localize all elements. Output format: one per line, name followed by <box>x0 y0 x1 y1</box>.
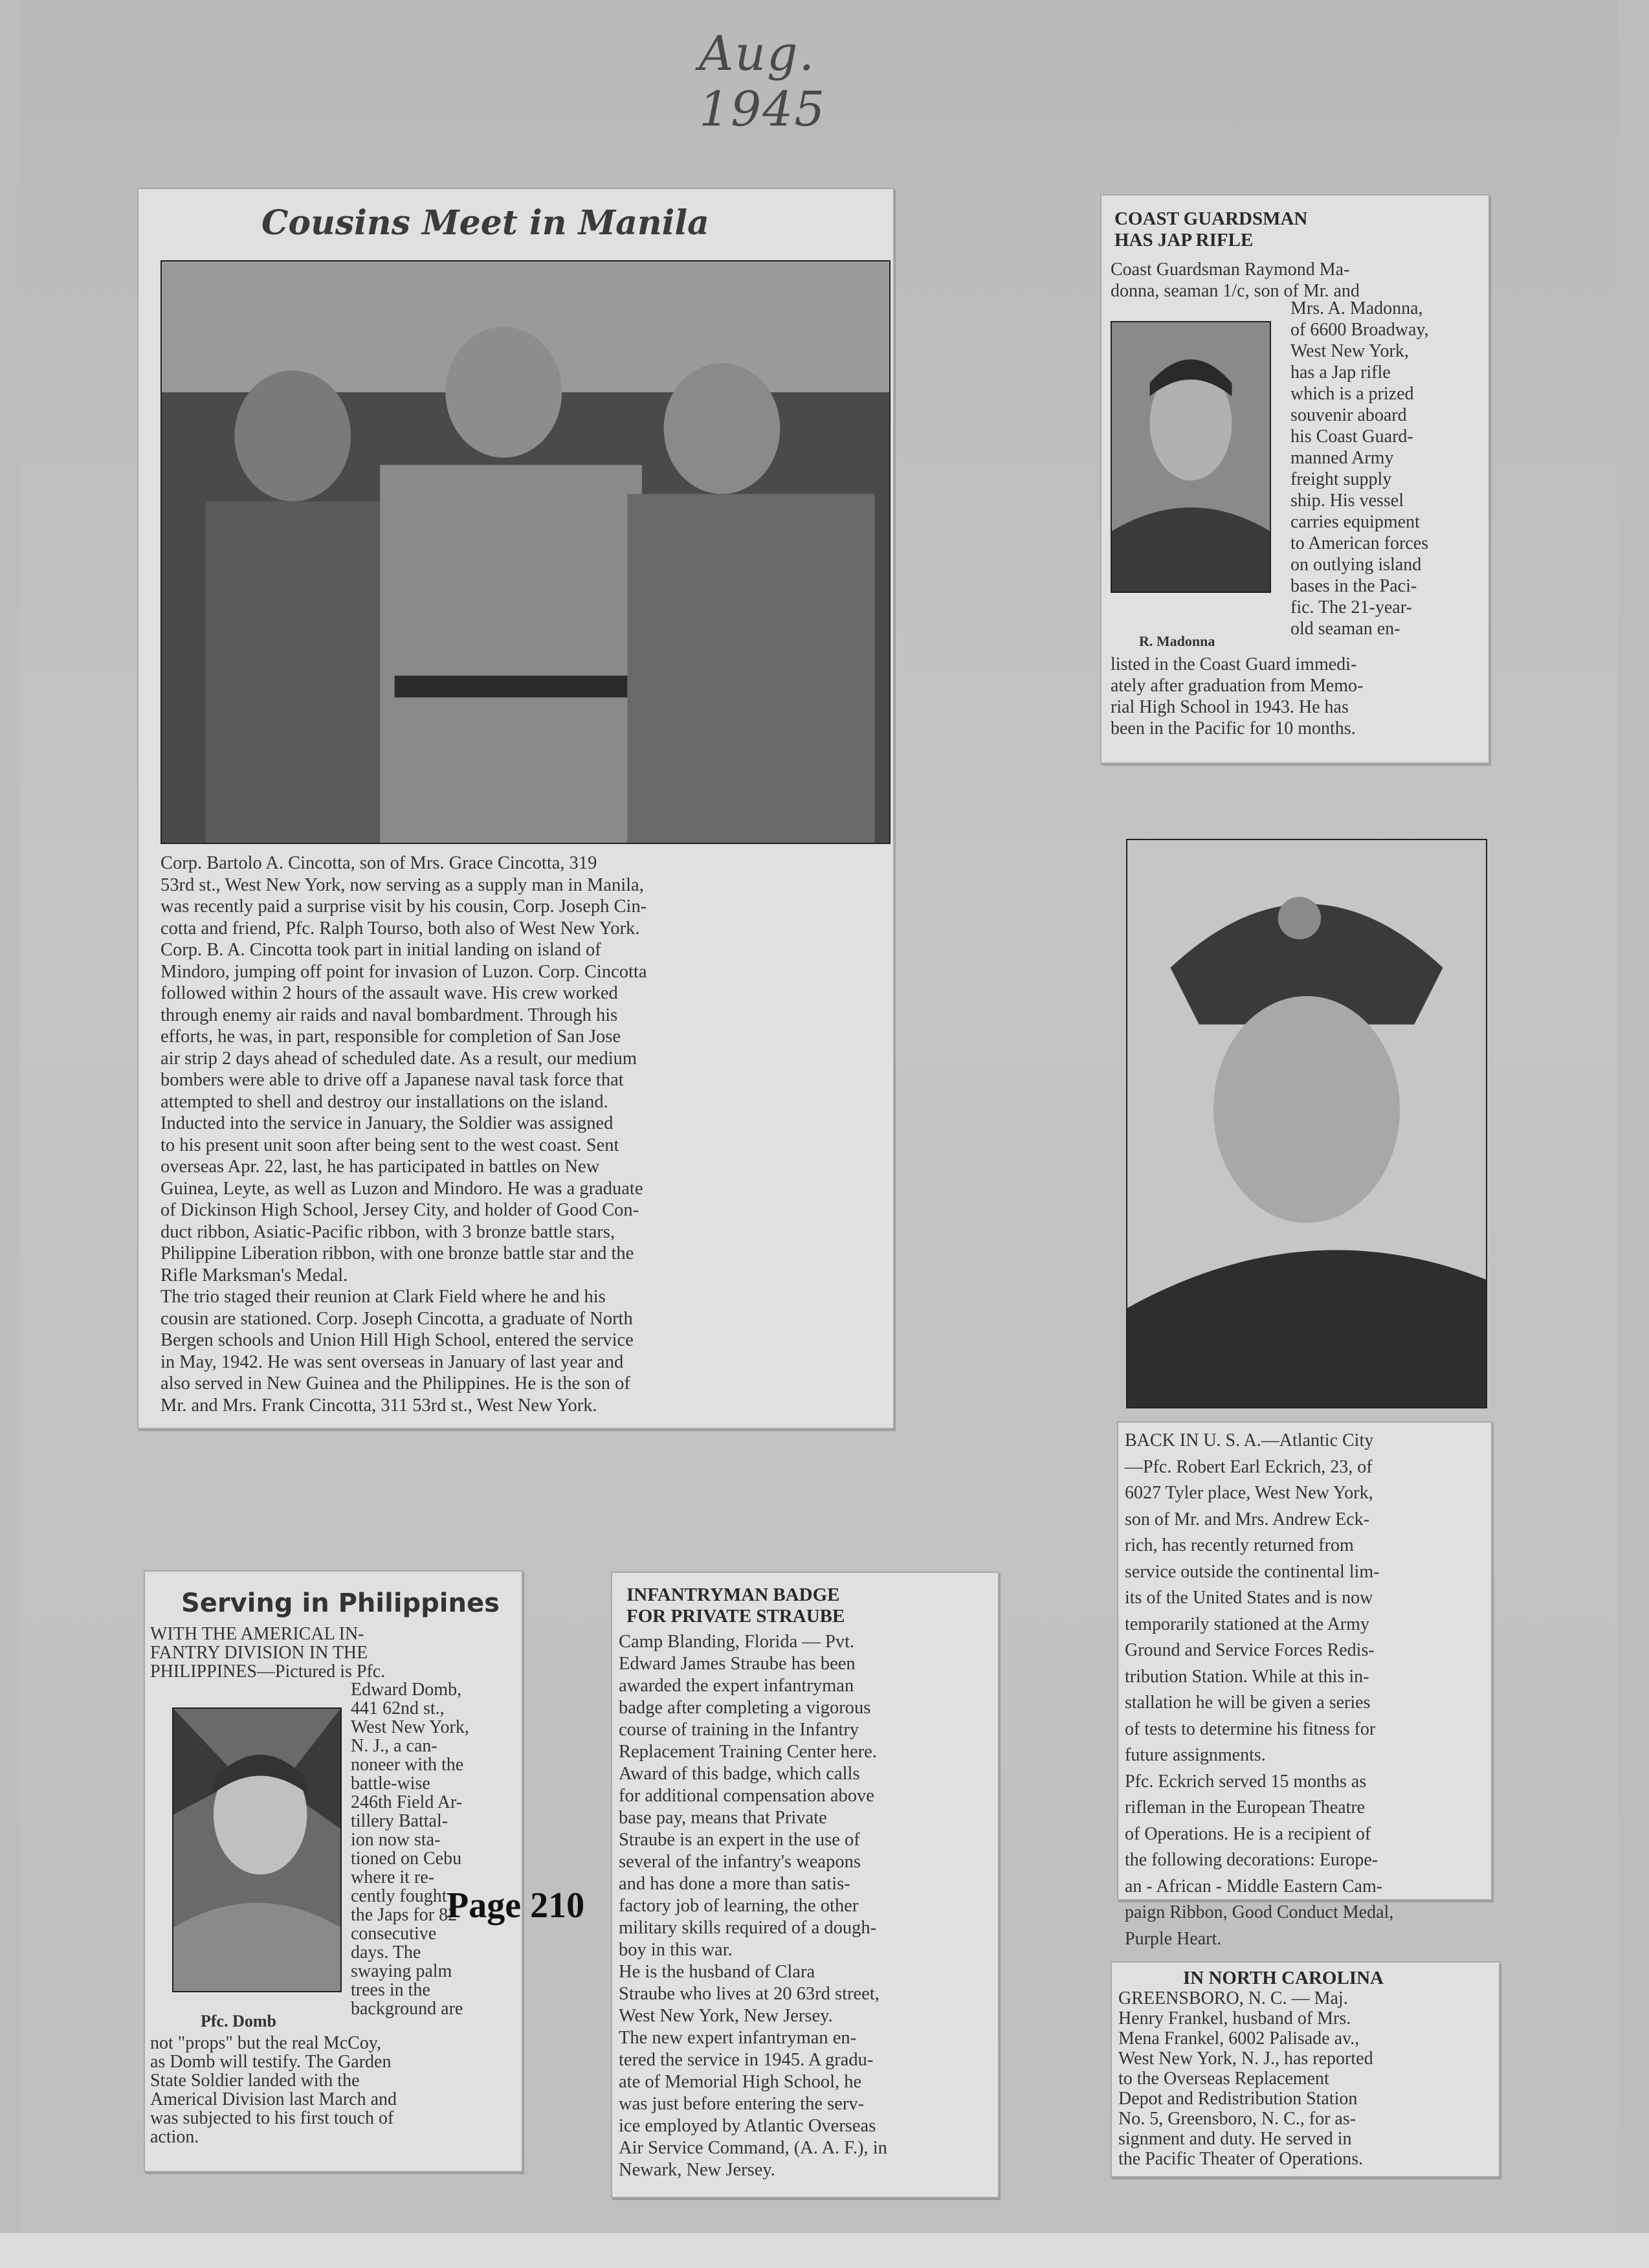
clipping-body: BACK IN U. S. A.—Atlantic City —Pfc. Robert Earl Eckrich, 23, of 6027 Tyler place, West New York, son of Mr. and Mrs. Andrew Eck- rich, has recently returned from service outside the continental lim- its of the United States and is now temporarily stationed at the Army Ground and Service Forces Redis- tribution Station. While at this in- stallation he will be given a series of tests to determine his fitness for future assignments. Pfc. Eckrich served 15 months as rifleman in the European Theatre of Operations. He is a recipient of the following decorations: Europe- an - African - Middle Eastern Cam- paign Ribbon, Good Conduct Medal, Purple Heart. <box>1125 1430 1394 1949</box>
clipping-headline: Cousins Meet in Manila <box>261 203 709 243</box>
handwritten-date: Aug. 1945 <box>699 26 826 137</box>
domb-portrait-photo <box>172 1707 342 1992</box>
clipping-headline: INFANTRYMAN BADGE FOR PRIVATE STRAUBE <box>626 1584 845 1627</box>
clipping-side-text: Mrs. A. Madonna, of 6600 Broadway, West New York, has a Jap rifle which is a prized souvenir aboard his Coast Guard- manned Army freight supply ship. His vessel carries equipment to American forces on outlying island bases in the Paci- fic. The 21-year- old seaman en- <box>1290 298 1429 639</box>
clipping-lead-text: Coast Guardsman Raymond Ma- donna, seaman 1/c, son of Mr. and <box>1111 260 1360 301</box>
photo-three-soldiers <box>162 261 889 843</box>
clipping-body: Camp Blanding, Florida — Pvt. Edward James Straube has been awarded the expert infantryman badge after completing a vigorous course of training in the Infantry Replacement Training Center here. Award of this badge, which calls for additional compensation above base pay, means that Private Straube is an expert in the use of several of the infantry's weapons and has done a more than satis- factory job of learning, the other military skills required of a dough- boy in this war. He is the husband of Clara Straube who lives at 20 63rd street, West New York, New Jersey. The new expert infantryman en- tered the service in 1945. A gradu- ate of Memorial High School, he was just before entering the serv- ice employed by Atlantic Overseas Air Service Command, (A. A. F.), in Newark, New Jersey. <box>619 1632 887 2180</box>
clipping-body: Corp. Bartolo A. Cincotta, son of Mrs. Grace Cincotta, 319 53rd st., West New York, now serving as a supply man in Manila, was recently paid a surprise visit by his cousin, Corp. Joseph Cin- cotta and friend, Pfc. Ralph Tourso, both also of West New York. Corp. B. A. Cincotta took part in initial landing on island of Mindoro, jumping off point for invasion of Luzon. Corp. Cincotta followed within 2 hours of the assault wave. His crew worked through enemy air raids and naval bombardment. Through his efforts, he was, in part, responsible for completion of San Jose air strip 2 days ahead of scheduled date. As a result, our medium bombers were able to drive off a Japanese naval task force that attempted to shell and destroy our installations on the island. Inducted into the service in January, the Soldier was assigned to his present unit soon after being sent to the west coast. Sent overseas Apr. 22, last, he has participated in battles on New Guinea, Leyte, as well as Luzon and Mindoro. He was a graduate of Dickinson High School, Jersey City, and holder of Good Con- duct ribbon, Asiatic-Pacific ribbon, with 3 bronze battle stars, Philippine Liberation ribbon, with one bronze battle star and the Rifle Marksman's Medal. The trio staged their reunion at Clark Field where he and his cousin are stationed. Corp. Joseph Cincotta, a graduate of North Bergen schools and Union Hill High School, entered the service in May, 1942. He was sent overseas in January of last year and also served in New Guinea and the Philippines. He is the son of Mr. and Mrs. Frank Cincotta, 311 53rd st., West New York. <box>160 853 647 1416</box>
madonna-portrait-photo <box>1111 321 1271 593</box>
clipping-infantryman-badge <box>611 1572 999 2198</box>
photo-caption: Pfc. Domb <box>201 2012 276 2030</box>
clipping-in-north-carolina <box>1111 1961 1500 2177</box>
clipping-lead-text: WITH THE AMERICAL IN- FANTRY DIVISION IN THE PHILIPPINES—Pictured is Pfc. <box>150 1624 386 1682</box>
clipping-side-text: Edward Domb, 441 62nd st., West New York, N. J., a can- noneer with the battle-wise 246th Field Ar- tillery Battal- ion now sta- tioned on Cebu where it re- cently fought the Japs for 82 consecutive days. The swaying palm trees in the background are <box>351 1680 469 2019</box>
clipping-tail-text: not "props" but the real McCoy, as Domb will testify. The Garden State Soldier landed with the Americal Division last March and was subjected to his first touch of action. <box>150 2033 397 2147</box>
clipping-headline: COAST GUARDSMAN HAS JAP RIFLE <box>1114 208 1308 250</box>
cousins-group-photo <box>160 260 891 844</box>
clipping-headline: Serving in Philippines <box>181 1588 500 1618</box>
clipping-headline: IN NORTH CAROLINA <box>1183 1968 1384 1988</box>
clipping-back-in-usa <box>1117 1421 1492 1949</box>
eckrich-portrait-photo <box>1126 839 1487 1408</box>
page-number: Page 210 <box>447 1885 585 1926</box>
clipping-tail-text: listed in the Coast Guard immedi- ately after graduation from Memo- rial High School in 1943. He has been in the Pacific for 10 months. <box>1111 654 1364 739</box>
photo-caption: R. Madonna <box>1139 633 1215 649</box>
scan-bottom-edge <box>0 2233 1649 2268</box>
clipping-body: GREENSBORO, N. C. — Maj. Henry Frankel, husband of Mrs. Mena Frankel, 6002 Palisade av., West New York, N. J., has reported to the Overseas Replacement Depot and Redistribution Station No. 5, Greensboro, N. C., for as- signment and duty. He served in the Pacific Theater of Operations. <box>1118 1988 1373 2169</box>
portrait-figure <box>1127 840 1486 1407</box>
portrait-figure <box>1112 322 1270 592</box>
portrait-figure <box>173 1709 340 1991</box>
clipping-serving-in-philippines <box>144 1570 523 2172</box>
clipping-coast-guardsman <box>1100 194 1490 764</box>
clipping-cousins-meet-in-manila <box>137 188 894 1429</box>
